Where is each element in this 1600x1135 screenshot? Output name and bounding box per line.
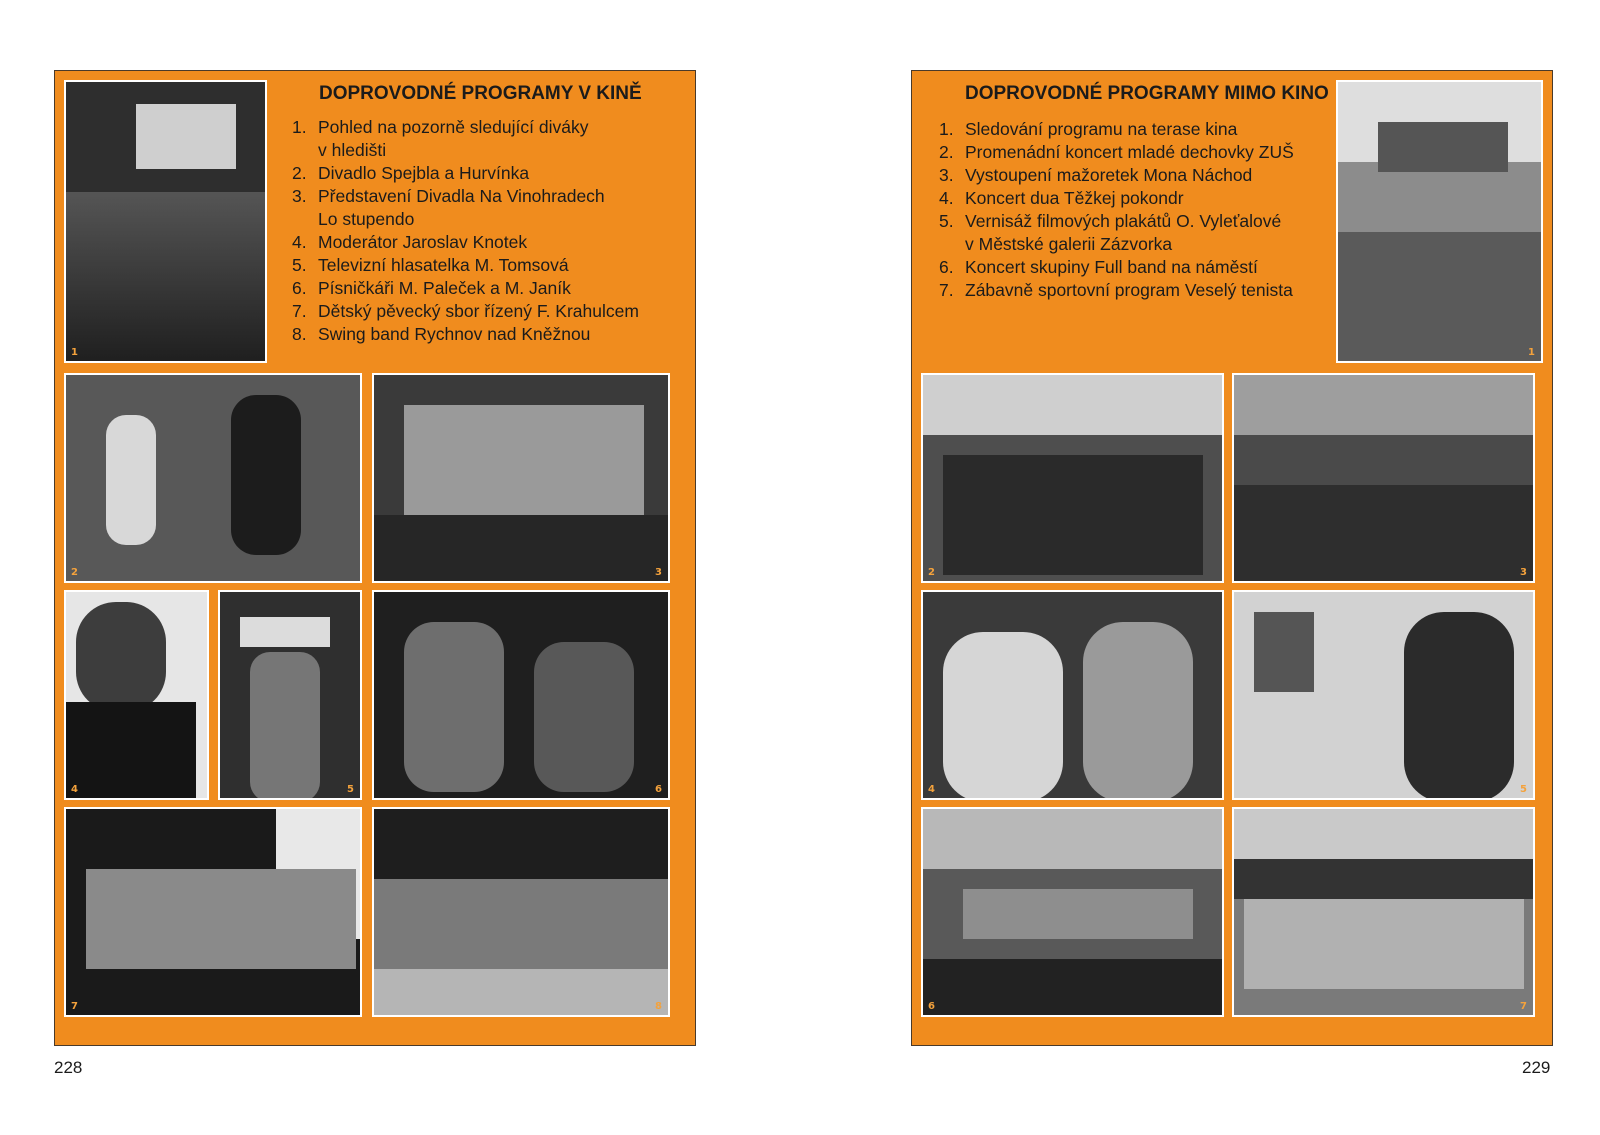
photo-number: 3 (655, 567, 662, 578)
list-item: 5. Vernisáž filmových plakátů O. Vyleťalové v Městské galerii Zázvorka (939, 211, 1282, 254)
list-item: 6. Písničkáři M. Paleček a M. Janík (292, 278, 571, 298)
photo-duo-concert (921, 590, 1224, 800)
list-item: 3. Vystoupení mažoretek Mona Náchod (939, 165, 1253, 185)
photo-number: 6 (928, 1001, 935, 1012)
photo-number: 6 (655, 784, 662, 795)
list-item: 4. Koncert dua Těžkej pokondr (939, 188, 1184, 208)
photo-cinema-audience (64, 80, 267, 363)
photo-moderator (64, 590, 209, 800)
photo-number: 1 (1528, 347, 1535, 358)
photo-promenade-concert (921, 373, 1224, 583)
list-item: 6. Koncert skupiny Full band na náměstí (939, 257, 1258, 277)
list-item: 1. Pohled na pozorně sledující diváky v hledišti (292, 117, 589, 160)
list-item: 2. Divadlo Spejbla a Hurvínka (292, 163, 530, 183)
left-program-list (292, 116, 639, 346)
photo-cinema-terrace (1336, 80, 1543, 363)
photo-number: 2 (928, 567, 935, 578)
list-item: 2. Promenádní koncert mladé dechovky ZUŠ (939, 142, 1294, 162)
left-page-heading: DOPROVODNÉ PROGRAMY V KINĚ (319, 83, 642, 104)
photo-number: 8 (655, 1001, 662, 1012)
photo-number: 2 (71, 567, 78, 578)
photo-number: 7 (1520, 1001, 1527, 1012)
photo-full-band-square (921, 807, 1224, 1017)
right-page-panel (911, 70, 1553, 1046)
list-item: 7. Dětský pěvecký sbor řízený F. Krahulcem (292, 301, 639, 321)
photo-tv-announcer (218, 590, 362, 800)
page-number-right: 229 (1522, 1058, 1551, 1077)
photo-number: 7 (71, 1001, 78, 1012)
list-item: 4. Moderátor Jaroslav Knotek (292, 232, 528, 252)
photo-number: 4 (928, 784, 935, 795)
page-number-left: 228 (54, 1058, 83, 1077)
photo-majorettes (1232, 373, 1535, 583)
list-item: 7. Zábavně sportovní program Veselý tenista (939, 280, 1293, 300)
list-item: 1. Sledování programu na terase kina (939, 119, 1238, 139)
list-item: 3. Představení Divadla Na Vinohradech Lo stupendo (292, 186, 605, 229)
photo-children-choir (64, 807, 362, 1017)
photo-spejbl-hurvinek (64, 373, 362, 583)
list-item: 8. Swing band Rychnov nad Kněžnou (292, 324, 591, 344)
list-item: 5. Televizní hlasatelka M. Tomsová (292, 255, 569, 275)
photo-happy-tennis (1232, 807, 1535, 1017)
photo-number: 3 (1520, 567, 1527, 578)
right-program-list (939, 118, 1294, 302)
photo-number: 1 (71, 347, 78, 358)
photo-vernissage (1232, 590, 1535, 800)
photo-swing-band (372, 807, 670, 1017)
left-page-panel (54, 70, 696, 1046)
photo-songwriters (372, 590, 670, 800)
photo-number: 5 (347, 784, 354, 795)
photo-theatre-stage (372, 373, 670, 583)
photo-number: 5 (1520, 784, 1527, 795)
photo-number: 4 (71, 784, 78, 795)
right-page-heading: DOPROVODNÉ PROGRAMY MIMO KINO (965, 83, 1329, 104)
